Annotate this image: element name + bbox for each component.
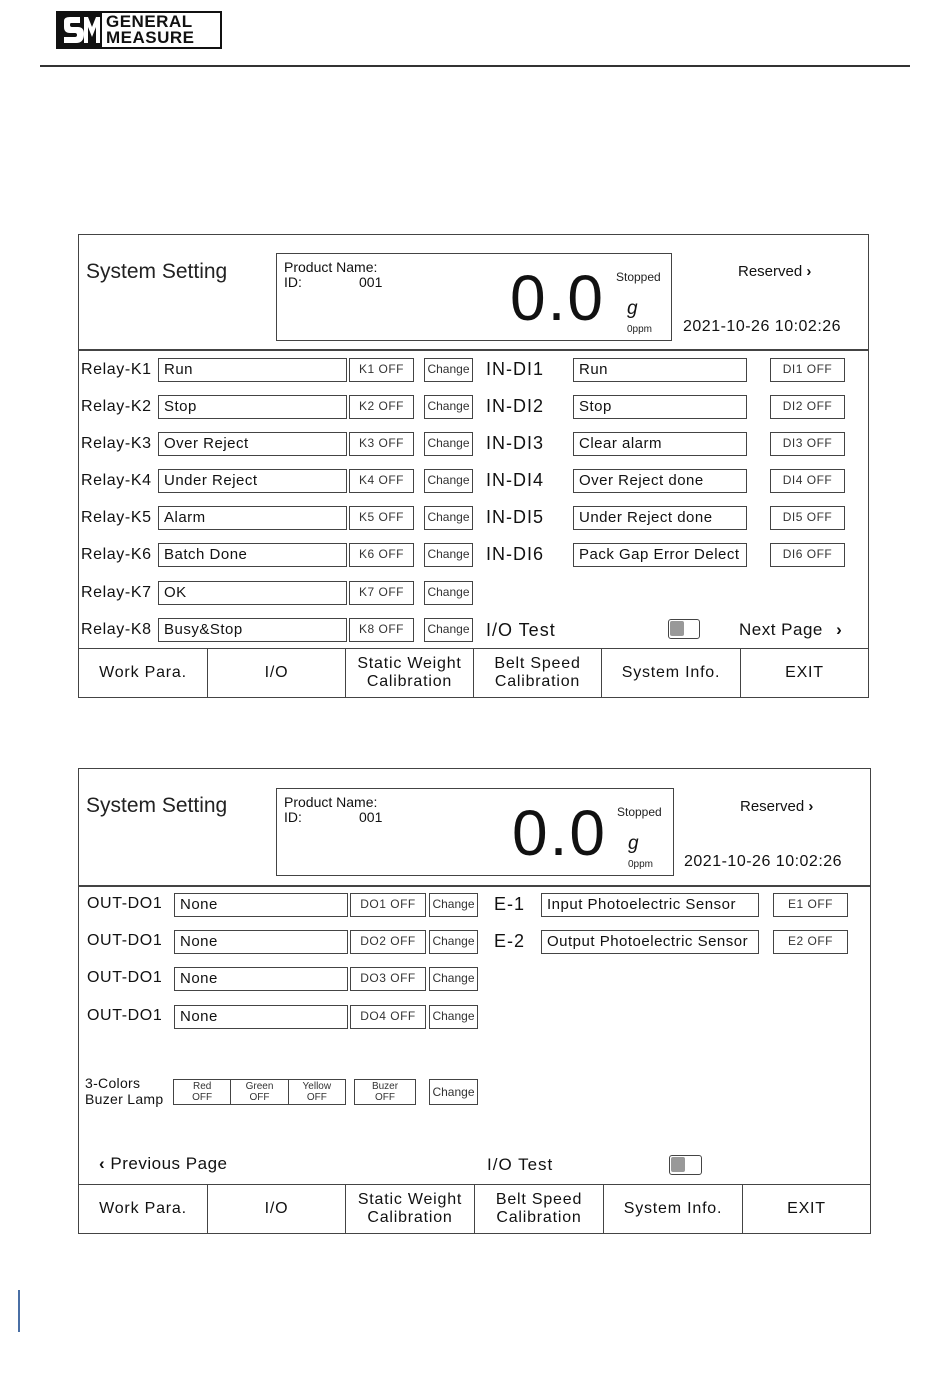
tri-color-lamp-states [173, 1079, 346, 1105]
brand-logo [56, 11, 222, 49]
relay-function-field[interactable]: Alarm [158, 506, 347, 530]
menu-static-weight-calibration[interactable]: Static Weight Calibration [346, 649, 474, 697]
lamp-label-line-1: 3-Colors [85, 1075, 141, 1091]
brand-line-1: GENERAL [106, 12, 193, 31]
header-divider [79, 349, 868, 351]
menu-exit[interactable]: EXIT [785, 664, 824, 681]
output-change-button[interactable]: Change [429, 1005, 478, 1029]
buzzer-state[interactable] [354, 1079, 416, 1105]
relay-function-field[interactable]: OK [158, 581, 347, 605]
weight-unit: g [628, 833, 639, 854]
menu-exit[interactable]: EXIT [787, 1200, 826, 1217]
previous-page-button[interactable] [99, 1154, 227, 1174]
output-function-field[interactable]: None [174, 893, 348, 917]
output-change-button[interactable]: Change [429, 967, 478, 991]
input-function-field[interactable]: Clear alarm [573, 432, 747, 456]
sensor-state: E2 OFF [773, 930, 848, 954]
output-function-field[interactable]: None [174, 967, 348, 991]
menu-system-info[interactable]: System Info. [604, 1185, 743, 1233]
page-title: System Setting [86, 260, 228, 283]
weight-display [276, 788, 674, 876]
relay-state: K2 OFF [349, 395, 414, 419]
relay-change-button[interactable]: Change [424, 469, 473, 493]
input-label: IN-DI6 [486, 544, 545, 564]
relay-change-button[interactable]: Change [424, 432, 473, 456]
output-label: OUT-DO1 [87, 932, 163, 949]
relay-change-button[interactable]: Change [424, 543, 473, 567]
rate-value: 0ppm [628, 859, 654, 870]
input-label: IN-DI5 [486, 507, 545, 527]
relay-state: K3 OFF [349, 432, 414, 456]
datetime: 2021-10-26 10:02:26 [684, 853, 843, 870]
output-label: OUT-DO1 [87, 969, 163, 986]
output-label: OUT-DO1 [87, 1007, 163, 1024]
relay-change-button[interactable]: Change [424, 358, 473, 382]
output-change-button[interactable]: Change [429, 893, 478, 917]
lamp-red-state: OFF [192, 1092, 213, 1103]
menu-io[interactable]: I/O [208, 649, 346, 697]
lamp-label-line-2: Buzer Lamp [85, 1091, 164, 1107]
input-function-field[interactable]: Pack Gap Error Delect [573, 543, 747, 567]
input-state: DI2 OFF [770, 395, 845, 419]
relay-label: Relay-K5 [81, 509, 152, 526]
weight-unit: g [627, 298, 638, 319]
output-state: DO3 OFF [350, 967, 426, 991]
lamp-change-button[interactable]: Change [429, 1079, 478, 1105]
input-function-field[interactable]: Under Reject done [573, 506, 747, 530]
menu-belt-speed-calibration[interactable]: Belt Speed Calibration [474, 649, 602, 697]
reserved-link[interactable] [740, 798, 813, 815]
lamp-yellow-state: OFF [306, 1092, 327, 1103]
output-state: DO4 OFF [350, 1005, 426, 1029]
relay-state: K5 OFF [349, 506, 414, 530]
next-page-button[interactable] [739, 620, 842, 640]
relay-state: K4 OFF [349, 469, 414, 493]
relay-function-field[interactable]: Busy&Stop [158, 618, 347, 642]
relay-function-field[interactable]: Run [158, 358, 347, 382]
output-function-field[interactable]: None [174, 1005, 348, 1029]
input-state: DI4 OFF [770, 469, 845, 493]
chevron-right-icon: › [806, 263, 812, 280]
bottom-menu [79, 648, 868, 697]
rate-value: 0ppm [627, 324, 653, 335]
product-id-label: ID: [284, 274, 302, 290]
relay-state: K1 OFF [349, 358, 414, 382]
sensor-function-field[interactable]: Output Photoelectric Sensor [541, 930, 759, 954]
input-function-field[interactable]: Stop [573, 395, 747, 419]
io-test-label: I/O Test [487, 1155, 554, 1174]
lamp-green-state: OFF [249, 1092, 270, 1103]
product-id-value: 001 [359, 274, 383, 290]
io-test-toggle[interactable] [668, 619, 700, 639]
product-id-label: ID: [284, 809, 302, 825]
menu-io[interactable]: I/O [208, 1185, 346, 1233]
bottom-menu [79, 1184, 870, 1233]
io-test-label: I/O Test [486, 620, 556, 640]
brand-line-2: MEASURE [106, 28, 195, 47]
reserved-label: Reserved [740, 798, 805, 815]
sensor-state: E1 OFF [773, 893, 848, 917]
relay-label: Relay-K8 [81, 621, 152, 638]
toggle-knob [670, 621, 684, 636]
product-id-value: 001 [359, 809, 383, 825]
run-status: Stopped [616, 270, 661, 284]
relay-change-button[interactable]: Change [424, 506, 473, 530]
buzzer-status: OFF [375, 1092, 395, 1103]
weight-value: 0.0 [512, 797, 607, 869]
input-label: IN-DI3 [486, 433, 545, 453]
relay-label: Relay-K3 [81, 435, 152, 452]
menu-belt-speed-calibration[interactable]: Belt Speed Calibration [475, 1185, 604, 1233]
chevron-right-icon: › [836, 620, 843, 639]
relay-label: Relay-K2 [81, 398, 152, 415]
menu-system-info[interactable]: System Info. [602, 649, 741, 697]
lamp-label [85, 1075, 163, 1107]
sensor-function-field[interactable]: Input Photoelectric Sensor [541, 893, 759, 917]
header-divider [40, 65, 910, 67]
product-name-label: Product Name: [284, 259, 378, 275]
output-state: DO1 OFF [350, 893, 426, 917]
relay-function-field[interactable]: Under Reject [158, 469, 347, 493]
relay-change-button[interactable]: Change [424, 581, 473, 605]
menu-work-para[interactable]: Work Para. [79, 649, 208, 697]
run-status: Stopped [617, 805, 662, 819]
relay-function-field[interactable]: Over Reject [158, 432, 347, 456]
relay-label: Relay-K4 [81, 472, 152, 489]
relay-label: Relay-K1 [81, 361, 152, 378]
lamp-red[interactable] [174, 1080, 231, 1104]
page-title: System Setting [86, 794, 228, 817]
page-margin-bar [18, 1290, 20, 1332]
input-function-field[interactable]: Over Reject done [573, 469, 747, 493]
buzzer-name: Buzer [371, 1081, 399, 1092]
input-label: IN-DI4 [486, 470, 545, 490]
weight-display [276, 253, 672, 341]
input-label: IN-DI1 [486, 359, 545, 379]
lamp-red-name: Red [192, 1081, 212, 1092]
input-state: DI6 OFF [770, 543, 845, 567]
sensor-label: E-2 [494, 931, 526, 951]
header-divider [79, 885, 870, 887]
output-state: DO2 OFF [350, 930, 426, 954]
relay-state: K6 OFF [349, 543, 414, 567]
reserved-link[interactable] [738, 263, 811, 280]
product-name-label: Product Name: [284, 794, 378, 810]
input-state: DI5 OFF [770, 506, 845, 530]
lamp-green[interactable] [231, 1080, 288, 1104]
brand-name [106, 14, 195, 46]
input-label: IN-DI2 [486, 396, 545, 416]
weight-value: 0.0 [510, 262, 605, 334]
output-change-button[interactable]: Change [429, 930, 478, 954]
lamp-yellow[interactable] [289, 1080, 345, 1104]
input-state: DI1 OFF [770, 358, 845, 382]
next-page-label: Next Page [739, 620, 823, 639]
input-state: DI3 OFF [770, 432, 845, 456]
output-function-field[interactable]: None [174, 930, 348, 954]
previous-page-label: Previous Page [110, 1154, 228, 1173]
relay-change-button[interactable]: Change [424, 618, 473, 642]
relay-state: K7 OFF [349, 581, 414, 605]
relay-change-button[interactable]: Change [424, 395, 473, 419]
chevron-left-icon: ‹ [99, 1154, 106, 1173]
relay-function-field[interactable]: Batch Done [158, 543, 347, 567]
chevron-right-icon: › [808, 798, 814, 815]
menu-work-para[interactable]: Work Para. [79, 1185, 208, 1233]
input-function-field[interactable]: Run [573, 358, 747, 382]
relay-function-field[interactable]: Stop [158, 395, 347, 419]
reserved-label: Reserved [738, 263, 803, 280]
relay-label: Relay-K6 [81, 546, 152, 563]
lamp-yellow-name: Yellow [302, 1081, 332, 1092]
datetime: 2021-10-26 10:02:26 [683, 318, 842, 335]
output-label: OUT-DO1 [87, 895, 163, 912]
logo-emblem-icon [58, 13, 102, 47]
menu-static-weight-calibration[interactable]: Static Weight Calibration [346, 1185, 475, 1233]
relay-state: K8 OFF [349, 618, 414, 642]
system-setting-screen-io-page-1 [78, 234, 869, 698]
system-setting-screen-io-page-2 [78, 768, 871, 1234]
lamp-green-name: Green [245, 1081, 274, 1092]
io-test-toggle[interactable] [669, 1155, 702, 1175]
toggle-knob [671, 1157, 685, 1172]
sensor-label: E-1 [494, 894, 526, 914]
relay-label: Relay-K7 [81, 584, 152, 601]
